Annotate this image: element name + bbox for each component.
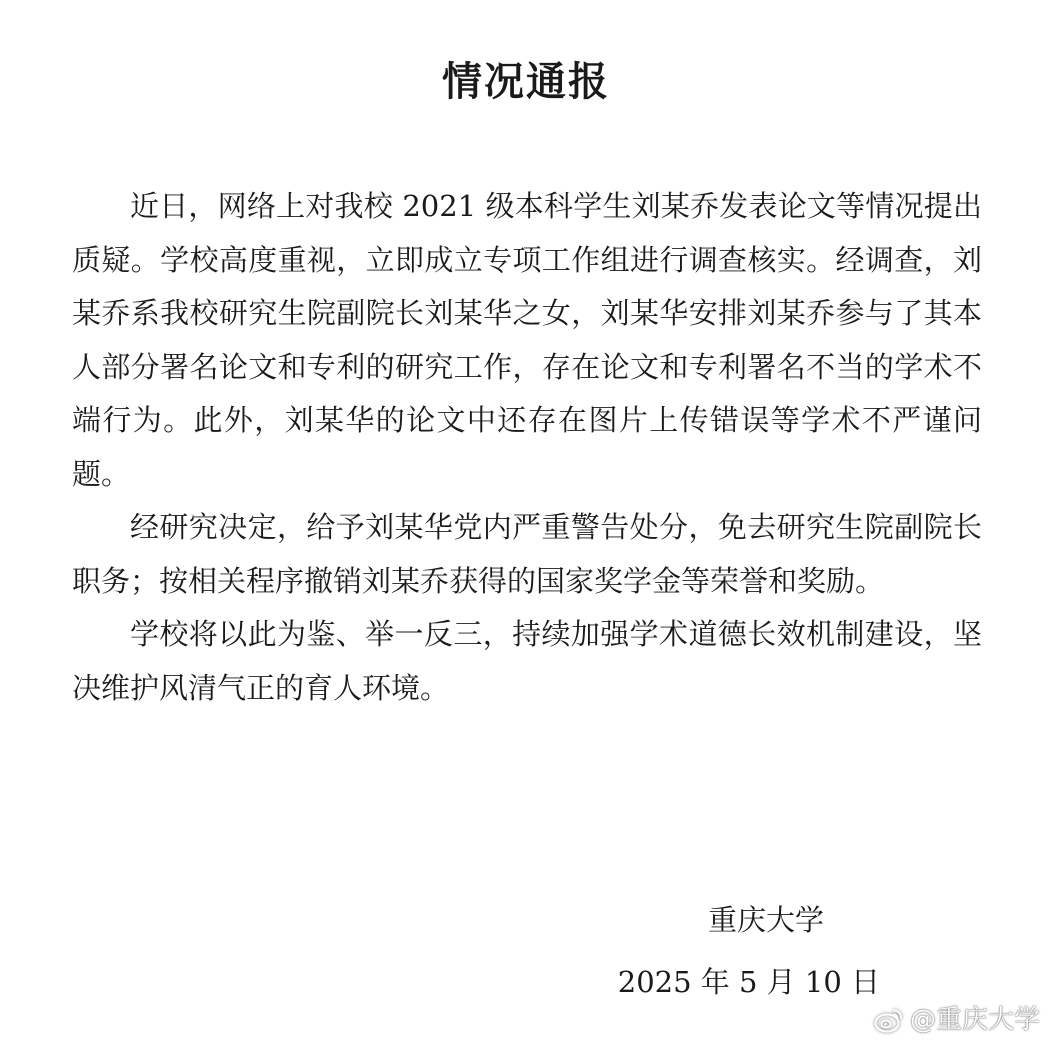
- notice-body: [72, 180, 982, 715]
- paragraph-1: 近日，网络上对我校 2021 级本科学生刘某乔发表论文等情况提出质疑。学校高度重视，立即成立专项工作组进行调查核实。经调查，刘某乔系我校研究生院副院长刘某华之女，刘某华安排刘某乔参与了其本人部分署名论文和专利的研究工作，存在论文和专利署名不当的学术不端行为。此外，刘某华的论文中还存在图片上传错误等学术不严谨问题。: [72, 189, 982, 491]
- watermark-text: @重庆大学: [909, 1005, 1040, 1035]
- notice-title: 情况通报: [442, 59, 610, 105]
- paragraph-3: 学校将以此为鉴、举一反三，持续加强学术道德长效机制建设，坚决维护风清气正的育人环境。: [72, 617, 982, 705]
- weibo-watermark: [874, 1004, 1040, 1036]
- weibo-icon: [874, 1007, 904, 1033]
- signature-organization: 重庆大学: [707, 903, 824, 937]
- signature-date: 2025 年 5 月 10 日: [617, 965, 880, 999]
- paragraph-2: 经研究决定，给予刘某华党内严重警告处分，免去研究生院副院长职务；按相关程序撤销刘某乔获得的国家奖学金等荣誉和奖励。: [72, 510, 982, 598]
